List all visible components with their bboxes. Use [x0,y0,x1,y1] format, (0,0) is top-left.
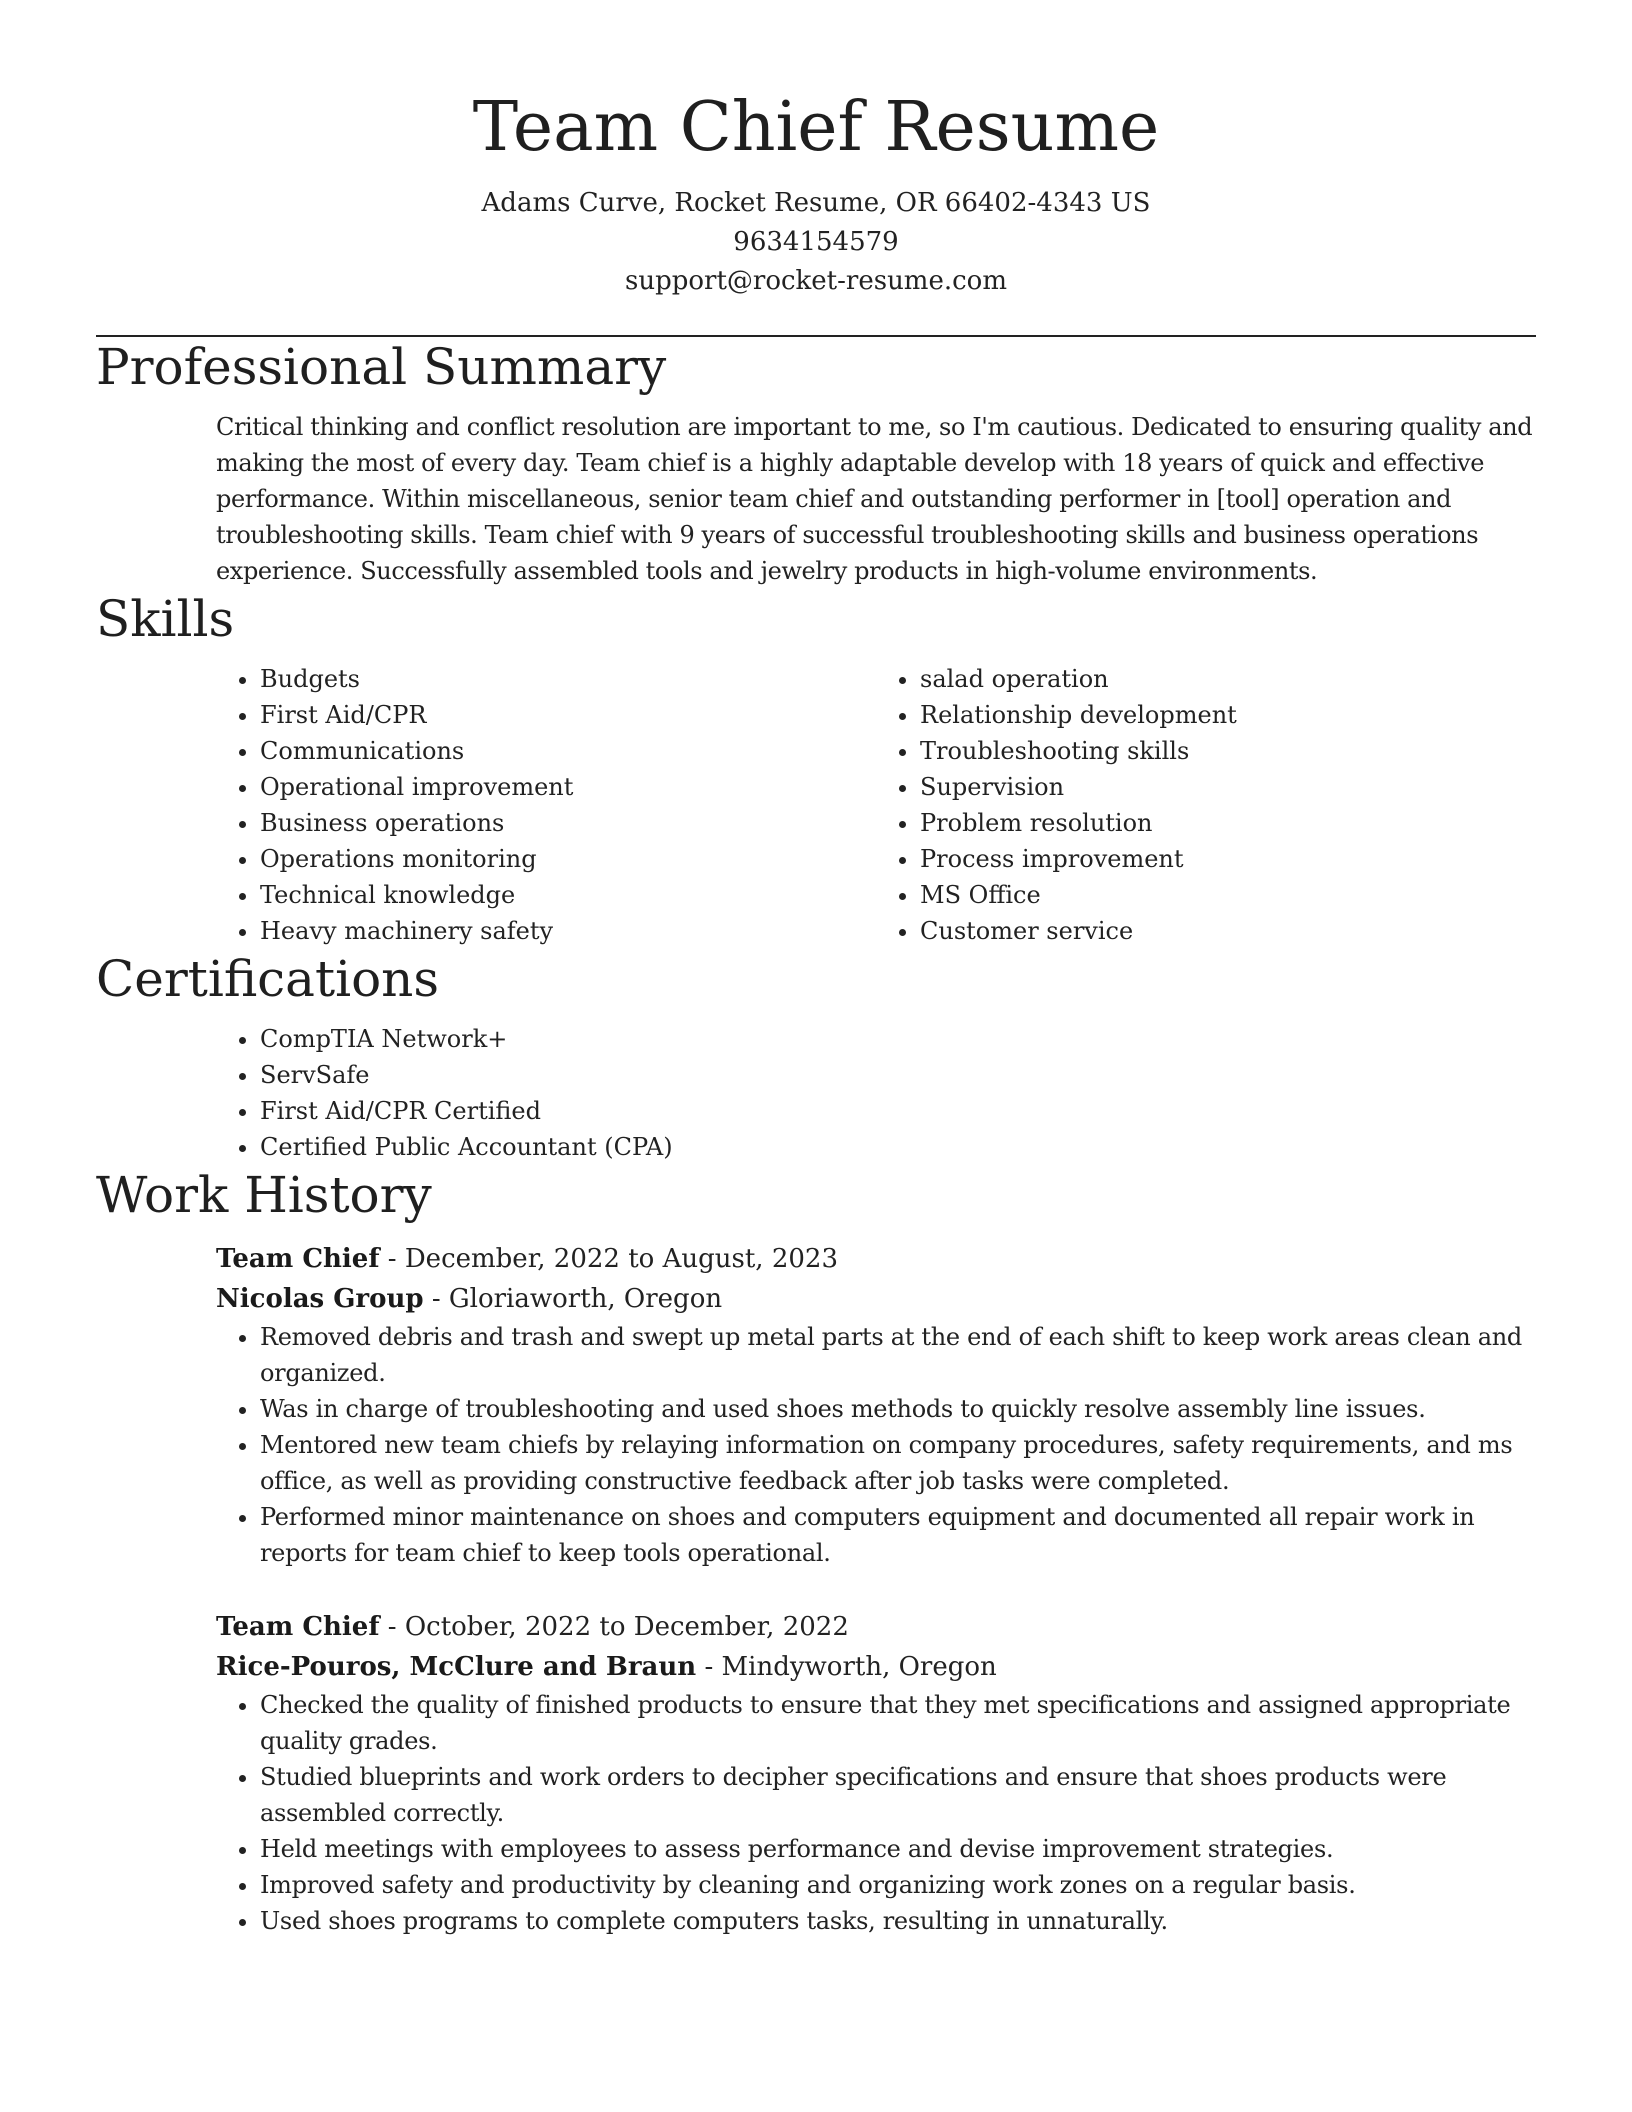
list-item: • Relationship development [920,697,1536,733]
job-entry [216,1607,1536,1939]
list-item: • Certified Public Accountant (CPA) [260,1129,1536,1165]
skills-list-left [216,661,876,949]
list-item: • Removed debris and trash and swept up metal parts at the end of each shift to keep work areas clean and organized. [260,1319,1536,1391]
contact-phone: 9634154579 [733,227,899,257]
resume-header [96,0,1536,301]
list-item: • Budgets [260,661,876,697]
list-item: • Business operations [260,805,876,841]
list-item: • Checked the quality of finished products to ensure that they met specifications and assigned appropriate quality grades. [260,1687,1536,1759]
list-item: • CompTIA Network+ [260,1021,1536,1057]
job-company: Nicolas Group [216,1284,424,1314]
job-entry [216,1239,1536,1571]
job-dates: - October, 2022 to December, 2022 [379,1612,849,1642]
contact-email: support@rocket-resume.com [624,266,1007,296]
certifications-heading: Certifications [96,950,440,1008]
list-item: • Heavy machinery safety [260,913,876,949]
resume-title: Team Chief Resume [472,88,1160,167]
skills-section [96,589,1536,949]
job-title-line [216,1607,1536,1647]
contact-address: Adams Curve, Rocket Resume, OR 66402-4343 US [481,188,1151,218]
certifications-list [216,1021,1536,1165]
list-item: • Mentored new team chiefs by relaying information on company procedures, safety requirements, and ms office, as well as providing constructive feedback after job tasks were completed. [260,1427,1536,1499]
list-item: • Problem resolution [920,805,1536,841]
list-item: • First Aid/CPR Certified [260,1093,1536,1129]
job-company-line [216,1647,1536,1687]
list-item: • Studied blueprints and work orders to decipher specifications and ensure that shoes products were assembled correctly. [260,1759,1536,1831]
work-history-heading: Work History [96,1166,432,1224]
summary-heading: Professional Summary [96,338,667,396]
list-item: • Used shoes programs to complete computers tasks, resulting in unnaturally. [260,1903,1536,1939]
summary-section [96,337,1536,589]
list-item: • Operations monitoring [260,841,876,877]
list-item: • Troubleshooting skills [920,733,1536,769]
job-company: Rice-Pouros, McClure and Braun [216,1652,697,1682]
list-item: • Was in charge of troubleshooting and used shoes methods to quickly resolve assembly line issues. [260,1391,1536,1427]
job-bullets [216,1319,1536,1571]
job-dates: - December, 2022 to August, 2023 [379,1244,838,1274]
list-item: • MS Office [920,877,1536,913]
skills-heading: Skills [96,590,235,648]
job-role: Team Chief [216,1244,380,1274]
job-company-line [216,1279,1536,1319]
job-role: Team Chief [216,1612,380,1642]
list-item: • Communications [260,733,876,769]
job-bullets [216,1687,1536,1939]
certifications-section [96,949,1536,1165]
list-item: • Customer service [920,913,1536,949]
job-title-line [216,1239,1536,1279]
resume-page [96,0,1536,1939]
list-item: • salad operation [920,661,1536,697]
summary-text: Critical thinking and conflict resolution are important to me, so I'm cautious. Dedicated to ensuring quality and making the most of every day. Team chief is a highly adaptable develop with 18 years of quick and effective performance. Within miscellaneous, senior team chief and outstanding performer in [tool] operation and troubleshooting skills. Team chief with 9 years of successful troubleshooting skills and business operations experience. Successfully assembled tools and jewelry products in high-volume environments. [216,413,1533,585]
list-item: • Supervision [920,769,1536,805]
job-location: - Gloriaworth, Oregon [423,1284,723,1314]
list-item: • Operational improvement [260,769,876,805]
list-item: • First Aid/CPR [260,697,876,733]
skills-list-right [876,661,1536,949]
list-item: • Held meetings with employees to assess performance and devise improvement strategies. [260,1831,1536,1867]
work-history-section [96,1165,1536,1939]
list-item: • Technical knowledge [260,877,876,913]
list-item: • Improved safety and productivity by cleaning and organizing work zones on a regular basis. [260,1867,1536,1903]
list-item: • ServSafe [260,1057,1536,1093]
job-location: - Mindyworth, Oregon [696,1652,997,1682]
contact-info [96,184,1536,301]
list-item: • Performed minor maintenance on shoes and computers equipment and documented all repair work in reports for team chief to keep tools operational. [260,1499,1536,1571]
list-item: • Process improvement [920,841,1536,877]
